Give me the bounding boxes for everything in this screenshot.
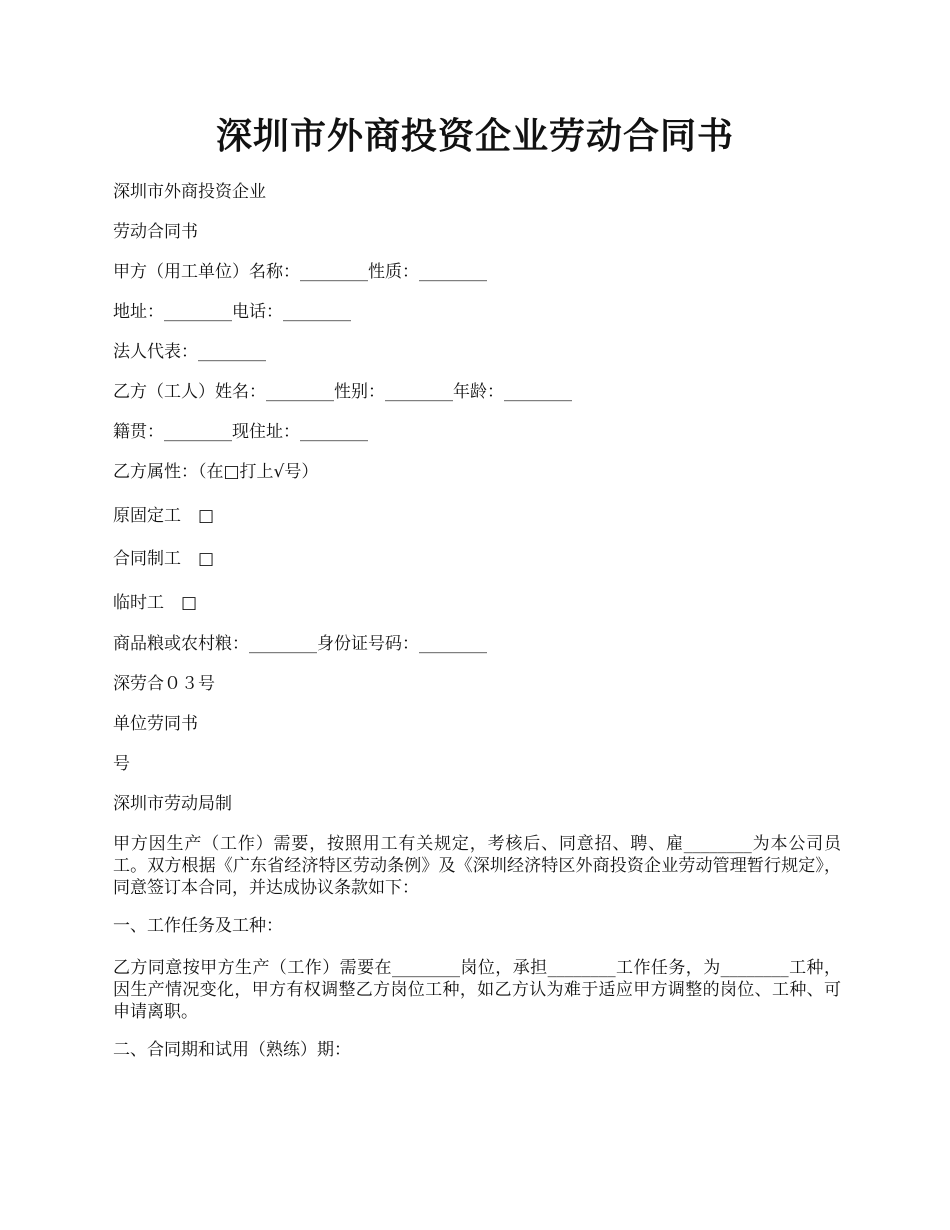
option-permanent-worker: 原固定工 □ xyxy=(113,506,215,526)
legal-representative-line: 法人代表：________ xyxy=(113,342,266,362)
party-a-address-line: 地址：________电话：________ xyxy=(113,302,351,322)
id-number-line: 商品粮或农村粮：________身份证号码：________ xyxy=(113,634,487,654)
party-b-attribute-line: 乙方属性：（在□打上√号） xyxy=(113,462,319,482)
issuer-line: 深圳市劳动局制 xyxy=(113,794,232,814)
section-2-heading: 二、合同期和试用（熟练）期： xyxy=(113,1040,351,1060)
section-1-paragraph: 乙方同意按甲方生产（工作）需要在________岗位，承担________工作任务，为________工种，因生产情况变化，甲方有权调整乙方岗位工种，如乙方认为难于适应甲方调整的岗位、工种、可申请离职。 xyxy=(113,958,841,1022)
party-a-name-line: 甲方（用工单位）名称：________性质：________ xyxy=(113,262,487,282)
party-b-origin-line: 籍贯：________现住址：________ xyxy=(113,422,368,442)
unit-contract-line: 单位劳同书 xyxy=(113,714,198,734)
document-title: 深圳市外商投资企业劳动合同书 xyxy=(215,115,734,157)
section-1-heading: 一、工作任务及工种： xyxy=(113,916,283,936)
subtitle-line-1: 深圳市外商投资企业 xyxy=(113,182,266,202)
intro-paragraph: 甲方因生产（工作）需要，按照用工有关规定，考核后、同意招、聘、雇________为本公司员工。双方根据《广东省经济特区劳动条例》及《深圳经济特区外商投资企业劳动管理暂行规定》，同意签订本合同，并达成协议条款如下： xyxy=(113,834,841,898)
option-contract-worker: 合同制工 □ xyxy=(113,549,215,569)
option-temporary-worker: 临时工 □ xyxy=(113,593,198,613)
contract-number-line: 深劳合０３号 xyxy=(113,674,215,694)
party-b-name-line: 乙方（工人）姓名：________性别：________年龄：________ xyxy=(113,382,572,402)
number-line: 号 xyxy=(113,754,130,774)
subtitle-line-2: 劳动合同书 xyxy=(113,222,198,242)
